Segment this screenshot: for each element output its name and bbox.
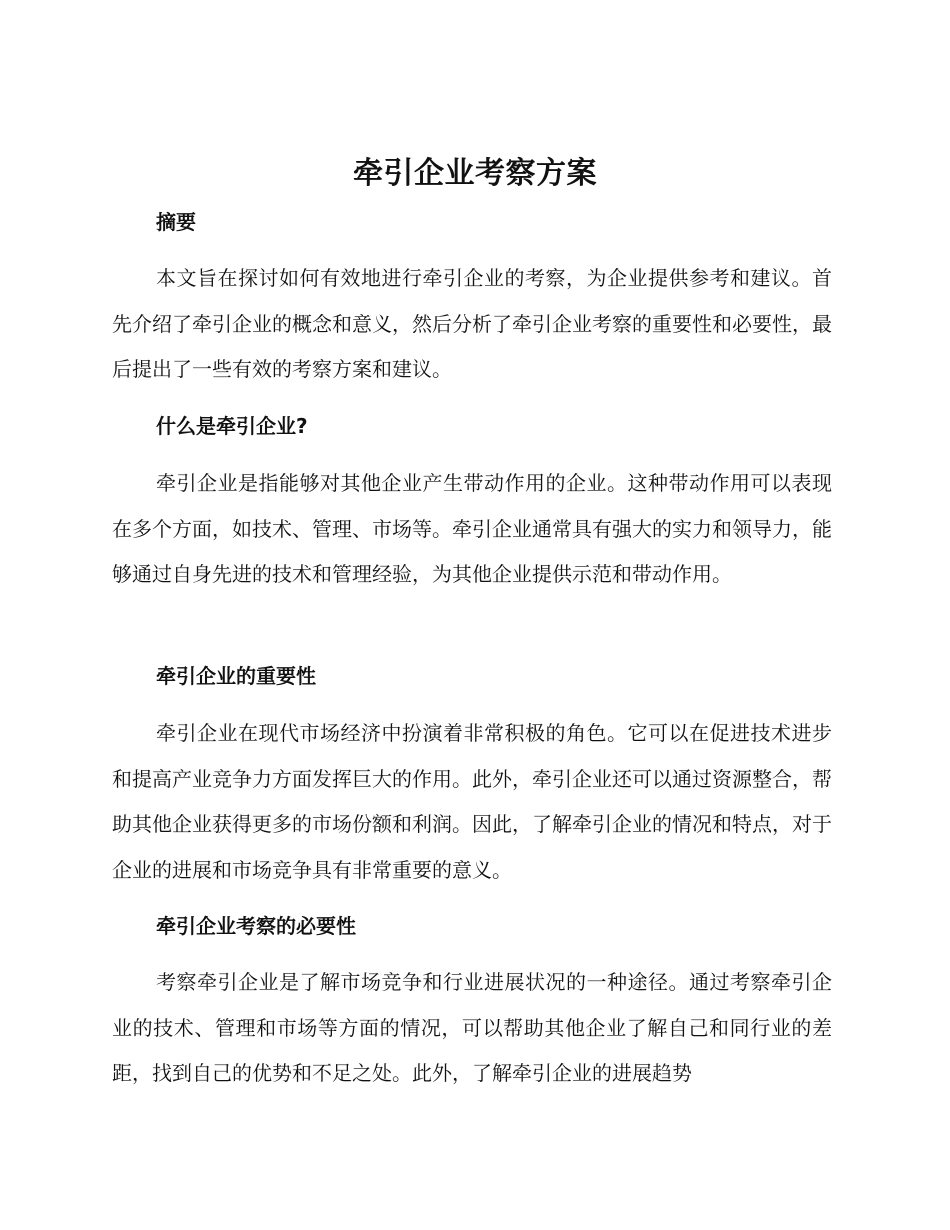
section-heading-importance: 牵引企业的重要性 xyxy=(156,664,316,688)
section-body-what-is: 牵引企业是指能够对其他企业产生带动作用的企业。这种带动作用可以表现在多个方面，如技术、管理、市场等。牵引企业通常具有强大的实力和领导力，能够通过自身先进的技术和管理经验，为其他企业提供示范和带动作用。 xyxy=(112,471,832,586)
section-body-necessity: 考察牵引企业是了解市场竞争和行业进展状况的一种途径。通过考察牵引企业的技术、管理和市场等方面的情况，可以帮助其他企业了解自己和同行业的差距，找到自己的优势和不足之处。此外，了解牵引企业的进展趋势 xyxy=(112,970,832,1085)
section-heading-necessity: 牵引企业考察的必要性 xyxy=(156,914,356,938)
document-title: 牵引企业考察方案 xyxy=(353,156,597,191)
section-heading-what-is: 什么是牵引企业? xyxy=(156,414,308,438)
section-heading-abstract: 摘要 xyxy=(156,210,196,234)
section-body-abstract: 本文旨在探讨如何有效地进行牵引企业的考察，为企业提供参考和建议。首先介绍了牵引企业的概念和意义，然后分析了牵引企业考察的重要性和必要性，最后提出了一些有效的考察方案和建议。 xyxy=(112,266,832,381)
section-body-importance: 牵引企业在现代市场经济中扮演着非常积极的角色。它可以在促进技术进步和提高产业竞争力方面发挥巨大的作用。此外，牵引企业还可以通过资源整合，帮助其他企业获得更多的市场份额和利润。因此，了解牵引企业的情况和特点，对于企业的进展和市场竞争具有非常重要的意义。 xyxy=(112,721,832,882)
